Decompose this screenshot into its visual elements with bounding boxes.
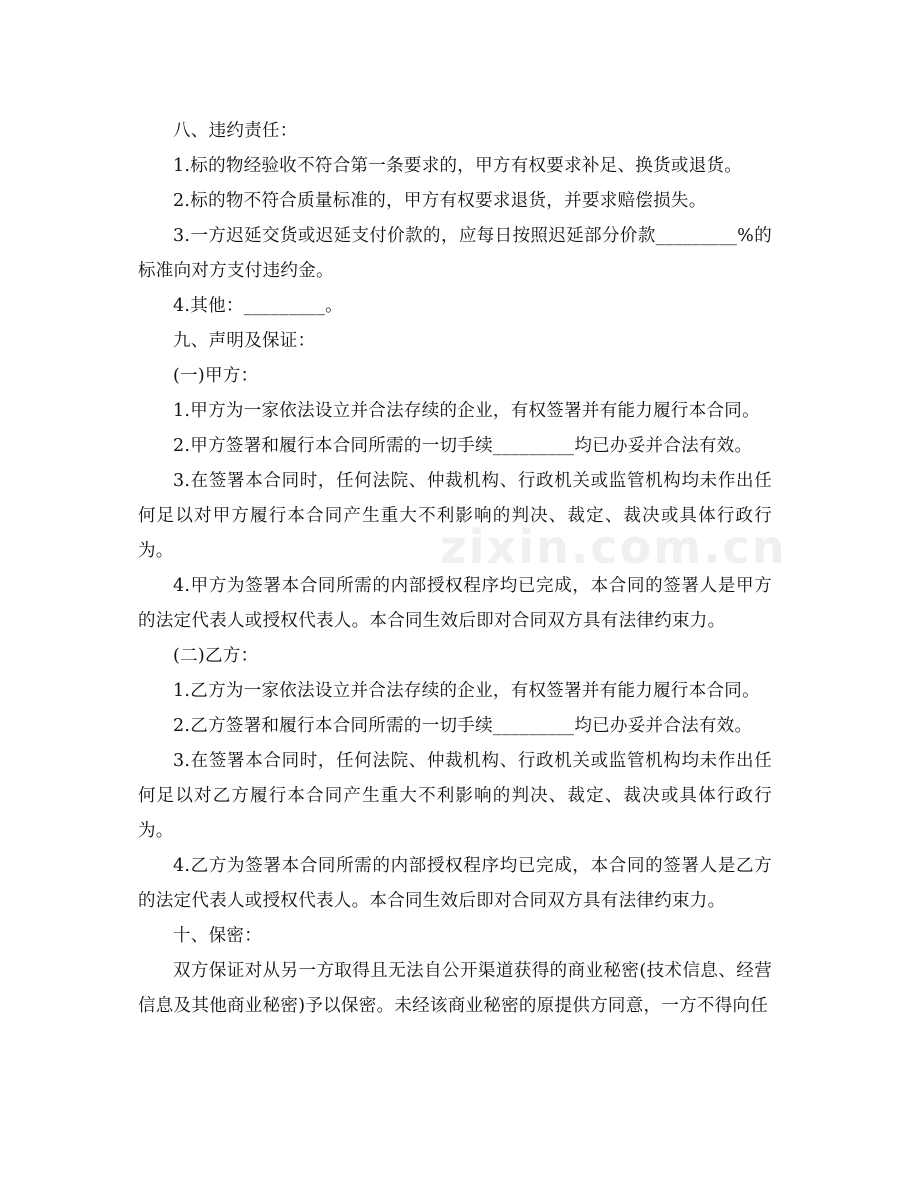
clause-8-3: 3.一方迟延交货或迟延支付价款的，应每日按照迟延部分价款_________%的标准向对方支付违约金。 bbox=[138, 226, 772, 281]
clause-9-b-4: 4.乙方为签署本合同所需的内部授权程序均已完成，本合同的签署人是乙方的法定代表人或授权代表人。本合同生效后即对合同双方具有法律约束力。 bbox=[138, 856, 772, 911]
subsection-heading-party-a: (一)甲方： bbox=[173, 366, 259, 386]
clause-9-a-3: 3.在签署本合同时，任何法院、仲裁机构、行政机关或监管机构均未作出任何足以对甲方履行本合同产生重大不利影响的判决、裁定、裁决或具体行政行为。 bbox=[138, 471, 772, 561]
clause-9-a-4: 4.甲方为签署本合同所需的内部授权程序均已完成，本合同的签署人是甲方的法定代表人或授权代表人。本合同生效后即对合同双方具有法律约束力。 bbox=[138, 576, 772, 631]
clause-8-1: 1.标的物经验收不符合第一条要求的，甲方有权要求补足、换货或退货。 bbox=[173, 156, 743, 176]
document-body bbox=[138, 114, 772, 1024]
clause-9-b-2: 2.乙方签署和履行本合同所需的一切手续_________均已办妥并合法有效。 bbox=[173, 716, 753, 736]
section-heading-breach-liability: 八、违约责任： bbox=[173, 121, 298, 141]
clause-9-a-1: 1.甲方为一家依法设立并合法存续的企业，有权签署并有能力履行本合同。 bbox=[173, 401, 760, 421]
clause-9-a-2: 2.甲方签署和履行本合同所需的一切手续_________均已办妥并合法有效。 bbox=[173, 436, 753, 456]
clause-9-b-3: 3.在签署本合同时，任何法院、仲裁机构、行政机关或监管机构均未作出任何足以对乙方履行本合同产生重大不利影响的判决、裁定、裁决或具体行政行为。 bbox=[138, 751, 772, 841]
clause-8-2: 2.标的物不符合质量标准的，甲方有权要求退货，并要求赔偿损失。 bbox=[173, 191, 707, 211]
watermark: zixin.com.cn bbox=[440, 520, 787, 574]
clause-8-4: 4.其他：_________。 bbox=[173, 296, 343, 316]
section-heading-confidentiality: 十、保密： bbox=[173, 926, 262, 946]
clause-9-b-1: 1.乙方为一家依法设立并合法存续的企业，有权签署并有能力履行本合同。 bbox=[173, 681, 760, 701]
clause-10-body: 双方保证对从另一方取得且无法自公开渠道获得的商业秘密(技术信息、经营信息及其他商业秘密)予以保密。未经该商业秘密的原提供方同意，一方不得向任 bbox=[138, 961, 772, 1016]
section-heading-representations: 九、声明及保证： bbox=[173, 331, 316, 351]
subsection-heading-party-b: (二)乙方： bbox=[173, 646, 259, 666]
